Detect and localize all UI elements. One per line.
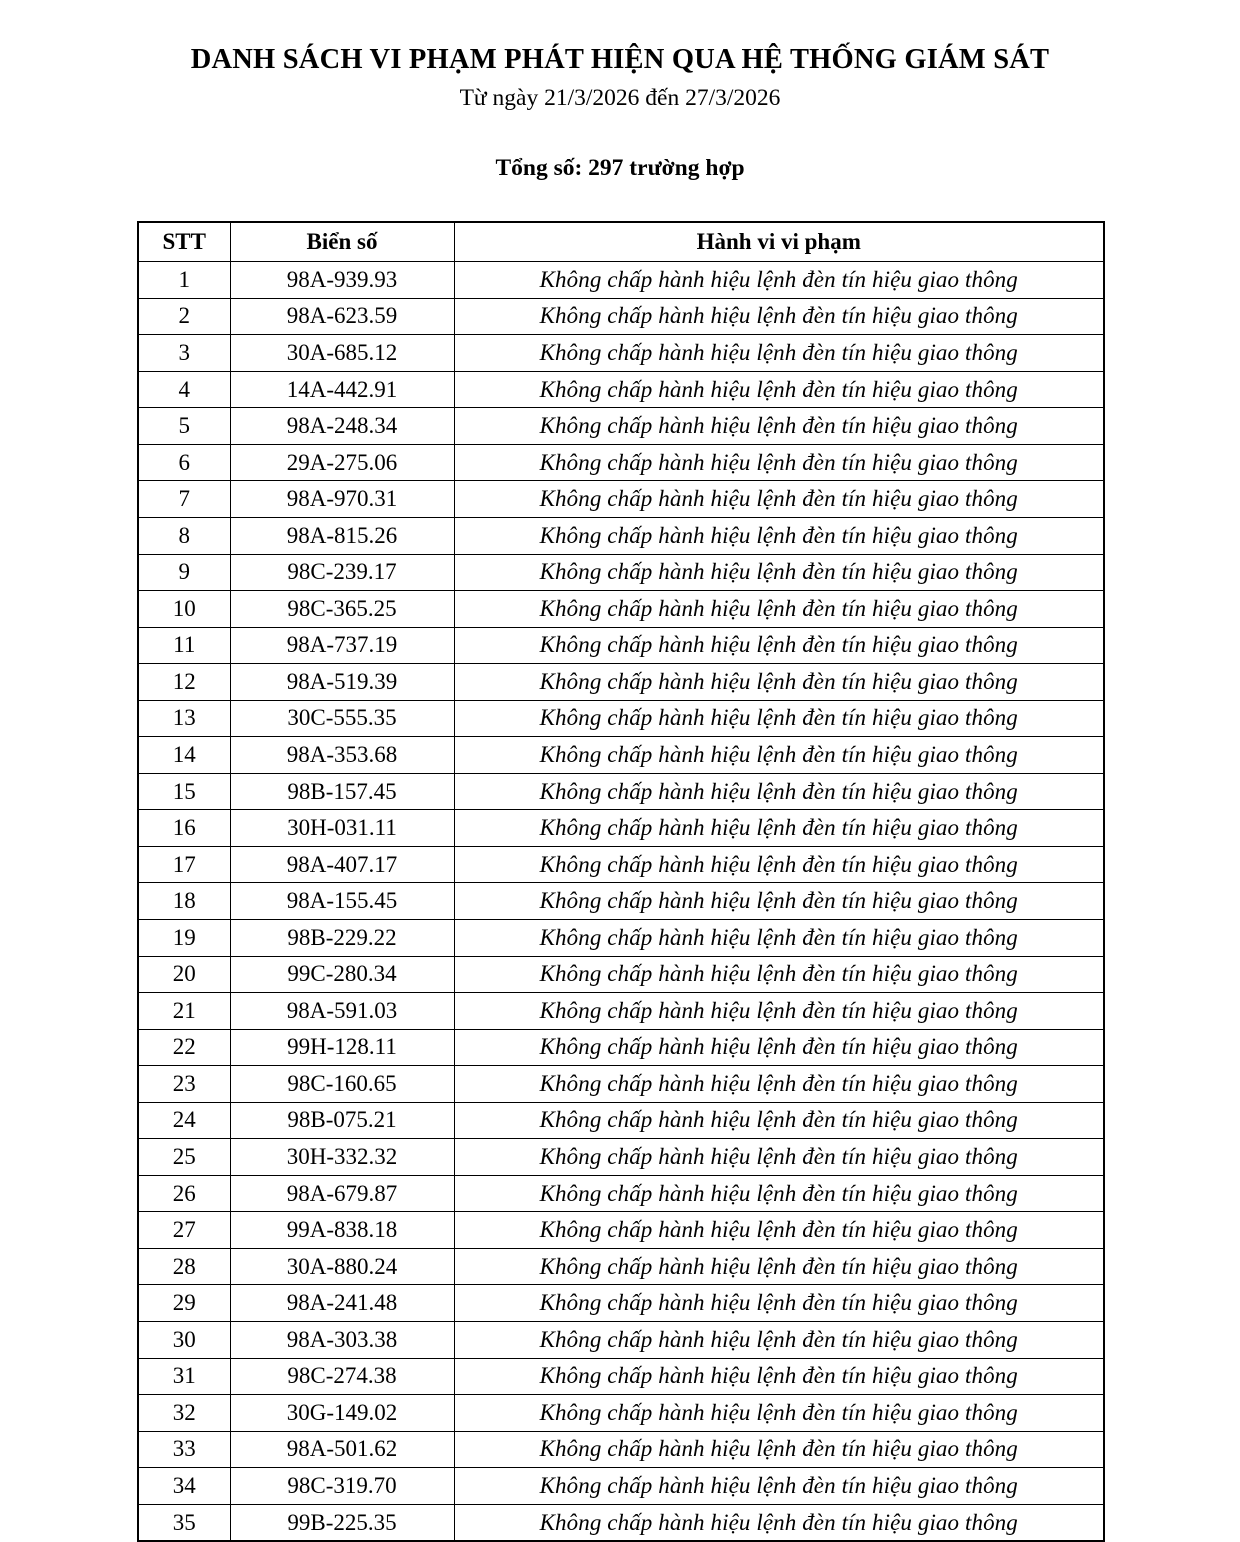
cell-violation-description: Không chấp hành hiệu lệnh đèn tín hiệu giao thông xyxy=(454,810,1104,847)
cell-violation-description: Không chấp hành hiệu lệnh đèn tín hiệu giao thông xyxy=(454,956,1104,993)
table-row xyxy=(138,298,1104,335)
cell-stt: 21 xyxy=(138,993,230,1030)
cell-license-plate: 98A-939.93 xyxy=(230,262,454,299)
table-row xyxy=(138,1139,1104,1176)
table-row xyxy=(138,993,1104,1030)
table-row xyxy=(138,444,1104,481)
table-row xyxy=(138,1066,1104,1103)
cell-license-plate: 98B-075.21 xyxy=(230,1102,454,1139)
cell-stt: 9 xyxy=(138,554,230,591)
table-row xyxy=(138,627,1104,664)
cell-violation-description: Không chấp hành hiệu lệnh đèn tín hiệu giao thông xyxy=(454,1504,1104,1541)
cell-violation-description: Không chấp hành hiệu lệnh đèn tín hiệu giao thông xyxy=(454,883,1104,920)
cell-license-plate: 98A-155.45 xyxy=(230,883,454,920)
table-row xyxy=(138,591,1104,628)
cell-stt: 1 xyxy=(138,262,230,299)
cell-violation-description: Không chấp hành hiệu lệnh đèn tín hiệu giao thông xyxy=(454,1066,1104,1103)
table-row xyxy=(138,1212,1104,1249)
table-row xyxy=(138,956,1104,993)
cell-stt: 27 xyxy=(138,1212,230,1249)
date-range-subtitle: Từ ngày 21/3/2026 đến 27/3/2026 xyxy=(459,84,781,111)
cell-license-plate: 29A-275.06 xyxy=(230,444,454,481)
cell-stt: 12 xyxy=(138,664,230,701)
cell-license-plate: 98C-319.70 xyxy=(230,1468,454,1505)
cell-violation-description: Không chấp hành hiệu lệnh đèn tín hiệu giao thông xyxy=(454,371,1104,408)
cell-license-plate: 98A-519.39 xyxy=(230,664,454,701)
page-title: DANH SÁCH VI PHẠM PHÁT HIỆN QUA HỆ THỐNG GIÁM SÁT xyxy=(190,44,1050,75)
cell-violation-description: Không chấp hành hiệu lệnh đèn tín hiệu giao thông xyxy=(454,919,1104,956)
cell-stt: 15 xyxy=(138,773,230,810)
cell-stt: 30 xyxy=(138,1322,230,1359)
cell-violation-description: Không chấp hành hiệu lệnh đèn tín hiệu giao thông xyxy=(454,1248,1104,1285)
column-header-stt: STT xyxy=(138,222,230,262)
cell-violation-description: Không chấp hành hiệu lệnh đèn tín hiệu giao thông xyxy=(454,1285,1104,1322)
table-row xyxy=(138,1029,1104,1066)
table-row xyxy=(138,1248,1104,1285)
cell-violation-description: Không chấp hành hiệu lệnh đèn tín hiệu giao thông xyxy=(454,993,1104,1030)
cell-license-plate: 98A-241.48 xyxy=(230,1285,454,1322)
cell-violation-description: Không chấp hành hiệu lệnh đèn tín hiệu giao thông xyxy=(454,1468,1104,1505)
cell-stt: 8 xyxy=(138,517,230,554)
table-row xyxy=(138,919,1104,956)
cell-stt: 34 xyxy=(138,1468,230,1505)
cell-stt: 22 xyxy=(138,1029,230,1066)
cell-violation-description: Không chấp hành hiệu lệnh đèn tín hiệu giao thông xyxy=(454,1212,1104,1249)
cell-license-plate: 98B-157.45 xyxy=(230,773,454,810)
cell-stt: 31 xyxy=(138,1358,230,1395)
table-row xyxy=(138,408,1104,445)
cell-stt: 33 xyxy=(138,1431,230,1468)
cell-license-plate: 98A-623.59 xyxy=(230,298,454,335)
cell-violation-description: Không chấp hành hiệu lệnh đèn tín hiệu giao thông xyxy=(454,1102,1104,1139)
cell-license-plate: 98A-303.38 xyxy=(230,1322,454,1359)
cell-violation-description: Không chấp hành hiệu lệnh đèn tín hiệu giao thông xyxy=(454,444,1104,481)
cell-violation-description: Không chấp hành hiệu lệnh đèn tín hiệu giao thông xyxy=(454,408,1104,445)
table-row xyxy=(138,1175,1104,1212)
cell-stt: 29 xyxy=(138,1285,230,1322)
cell-stt: 23 xyxy=(138,1066,230,1103)
violations-table-container xyxy=(137,182,1103,1542)
cell-violation-description: Không chấp hành hiệu lệnh đèn tín hiệu giao thông xyxy=(454,1139,1104,1176)
table-row xyxy=(138,1431,1104,1468)
table-row xyxy=(138,1358,1104,1395)
cell-license-plate: 30G-149.02 xyxy=(230,1395,454,1432)
cell-license-plate: 98C-239.17 xyxy=(230,554,454,591)
table-row xyxy=(138,883,1104,920)
cell-violation-description: Không chấp hành hiệu lệnh đèn tín hiệu giao thông xyxy=(454,554,1104,591)
cell-stt: 5 xyxy=(138,408,230,445)
table-row xyxy=(138,1395,1104,1432)
cell-violation-description: Không chấp hành hiệu lệnh đèn tín hiệu giao thông xyxy=(454,1358,1104,1395)
table-row xyxy=(138,481,1104,518)
cell-stt: 10 xyxy=(138,591,230,628)
cell-violation-description: Không chấp hành hiệu lệnh đèn tín hiệu giao thông xyxy=(454,737,1104,774)
table-row xyxy=(138,1504,1104,1541)
cell-license-plate: 98A-970.31 xyxy=(230,481,454,518)
cell-violation-description: Không chấp hành hiệu lệnh đèn tín hiệu giao thông xyxy=(454,846,1104,883)
violations-table xyxy=(137,221,1105,1542)
cell-violation-description: Không chấp hành hiệu lệnh đèn tín hiệu giao thông xyxy=(454,773,1104,810)
cell-stt: 35 xyxy=(138,1504,230,1541)
table-row xyxy=(138,664,1104,701)
table-row xyxy=(138,1102,1104,1139)
cell-stt: 17 xyxy=(138,846,230,883)
table-row xyxy=(138,517,1104,554)
cell-violation-description: Không chấp hành hiệu lệnh đèn tín hiệu giao thông xyxy=(454,1395,1104,1432)
table-row xyxy=(138,335,1104,372)
cell-license-plate: 98A-407.17 xyxy=(230,846,454,883)
cell-stt: 16 xyxy=(138,810,230,847)
cell-license-plate: 99C-280.34 xyxy=(230,956,454,993)
cell-stt: 13 xyxy=(138,700,230,737)
cell-license-plate: 98A-815.26 xyxy=(230,517,454,554)
cell-stt: 24 xyxy=(138,1102,230,1139)
cell-stt: 4 xyxy=(138,371,230,408)
table-row xyxy=(138,1468,1104,1505)
cell-license-plate: 98C-160.65 xyxy=(230,1066,454,1103)
cell-violation-description: Không chấp hành hiệu lệnh đèn tín hiệu giao thông xyxy=(454,591,1104,628)
cell-stt: 11 xyxy=(138,627,230,664)
cell-stt: 7 xyxy=(138,481,230,518)
cell-stt: 2 xyxy=(138,298,230,335)
cell-violation-description: Không chấp hành hiệu lệnh đèn tín hiệu giao thông xyxy=(454,335,1104,372)
cell-stt: 25 xyxy=(138,1139,230,1176)
cell-license-plate: 98C-274.38 xyxy=(230,1358,454,1395)
cell-license-plate: 98A-501.62 xyxy=(230,1431,454,1468)
cell-license-plate: 98A-737.19 xyxy=(230,627,454,664)
document-header xyxy=(0,0,1240,182)
cell-stt: 20 xyxy=(138,956,230,993)
cell-violation-description: Không chấp hành hiệu lệnh đèn tín hiệu giao thông xyxy=(454,1322,1104,1359)
cell-license-plate: 98A-248.34 xyxy=(230,408,454,445)
cell-violation-description: Không chấp hành hiệu lệnh đèn tín hiệu giao thông xyxy=(454,627,1104,664)
cell-license-plate: 30A-685.12 xyxy=(230,335,454,372)
table-row xyxy=(138,1285,1104,1322)
cell-license-plate: 14A-442.91 xyxy=(230,371,454,408)
cell-stt: 26 xyxy=(138,1175,230,1212)
cell-violation-description: Không chấp hành hiệu lệnh đèn tín hiệu giao thông xyxy=(454,1029,1104,1066)
table-row xyxy=(138,810,1104,847)
cell-violation-description: Không chấp hành hiệu lệnh đèn tín hiệu giao thông xyxy=(454,1175,1104,1212)
cell-license-plate: 30H-332.32 xyxy=(230,1139,454,1176)
cell-stt: 19 xyxy=(138,919,230,956)
cell-violation-description: Không chấp hành hiệu lệnh đèn tín hiệu giao thông xyxy=(454,1431,1104,1468)
cell-license-plate: 99A-838.18 xyxy=(230,1212,454,1249)
cell-violation-description: Không chấp hành hiệu lệnh đèn tín hiệu giao thông xyxy=(454,700,1104,737)
cell-license-plate: 98B-229.22 xyxy=(230,919,454,956)
cell-violation-description: Không chấp hành hiệu lệnh đèn tín hiệu giao thông xyxy=(454,262,1104,299)
cell-stt: 28 xyxy=(138,1248,230,1285)
table-row xyxy=(138,700,1104,737)
cell-license-plate: 30C-555.35 xyxy=(230,700,454,737)
cell-violation-description: Không chấp hành hiệu lệnh đèn tín hiệu giao thông xyxy=(454,298,1104,335)
cell-license-plate: 98A-353.68 xyxy=(230,737,454,774)
cell-violation-description: Không chấp hành hiệu lệnh đèn tín hiệu giao thông xyxy=(454,481,1104,518)
total-count-line: Tổng số: 297 trường hợp xyxy=(495,154,745,181)
cell-stt: 6 xyxy=(138,444,230,481)
cell-stt: 14 xyxy=(138,737,230,774)
table-row xyxy=(138,554,1104,591)
cell-license-plate: 98A-591.03 xyxy=(230,993,454,1030)
column-header-plate: Biển số xyxy=(230,222,454,262)
cell-license-plate: 99H-128.11 xyxy=(230,1029,454,1066)
cell-stt: 32 xyxy=(138,1395,230,1432)
cell-violation-description: Không chấp hành hiệu lệnh đèn tín hiệu giao thông xyxy=(454,517,1104,554)
table-row xyxy=(138,846,1104,883)
cell-license-plate: 30A-880.24 xyxy=(230,1248,454,1285)
table-row xyxy=(138,371,1104,408)
cell-license-plate: 30H-031.11 xyxy=(230,810,454,847)
cell-stt: 3 xyxy=(138,335,230,372)
table-body xyxy=(138,262,1104,1542)
cell-license-plate: 99B-225.35 xyxy=(230,1504,454,1541)
column-header-violation: Hành vi vi phạm xyxy=(454,222,1104,262)
table-row xyxy=(138,262,1104,299)
cell-stt: 18 xyxy=(138,883,230,920)
table-row xyxy=(138,737,1104,774)
table-header-row xyxy=(138,222,1104,262)
table-row xyxy=(138,773,1104,810)
cell-license-plate: 98C-365.25 xyxy=(230,591,454,628)
cell-license-plate: 98A-679.87 xyxy=(230,1175,454,1212)
table-header xyxy=(138,222,1104,262)
cell-violation-description: Không chấp hành hiệu lệnh đèn tín hiệu giao thông xyxy=(454,664,1104,701)
table-row xyxy=(138,1322,1104,1359)
